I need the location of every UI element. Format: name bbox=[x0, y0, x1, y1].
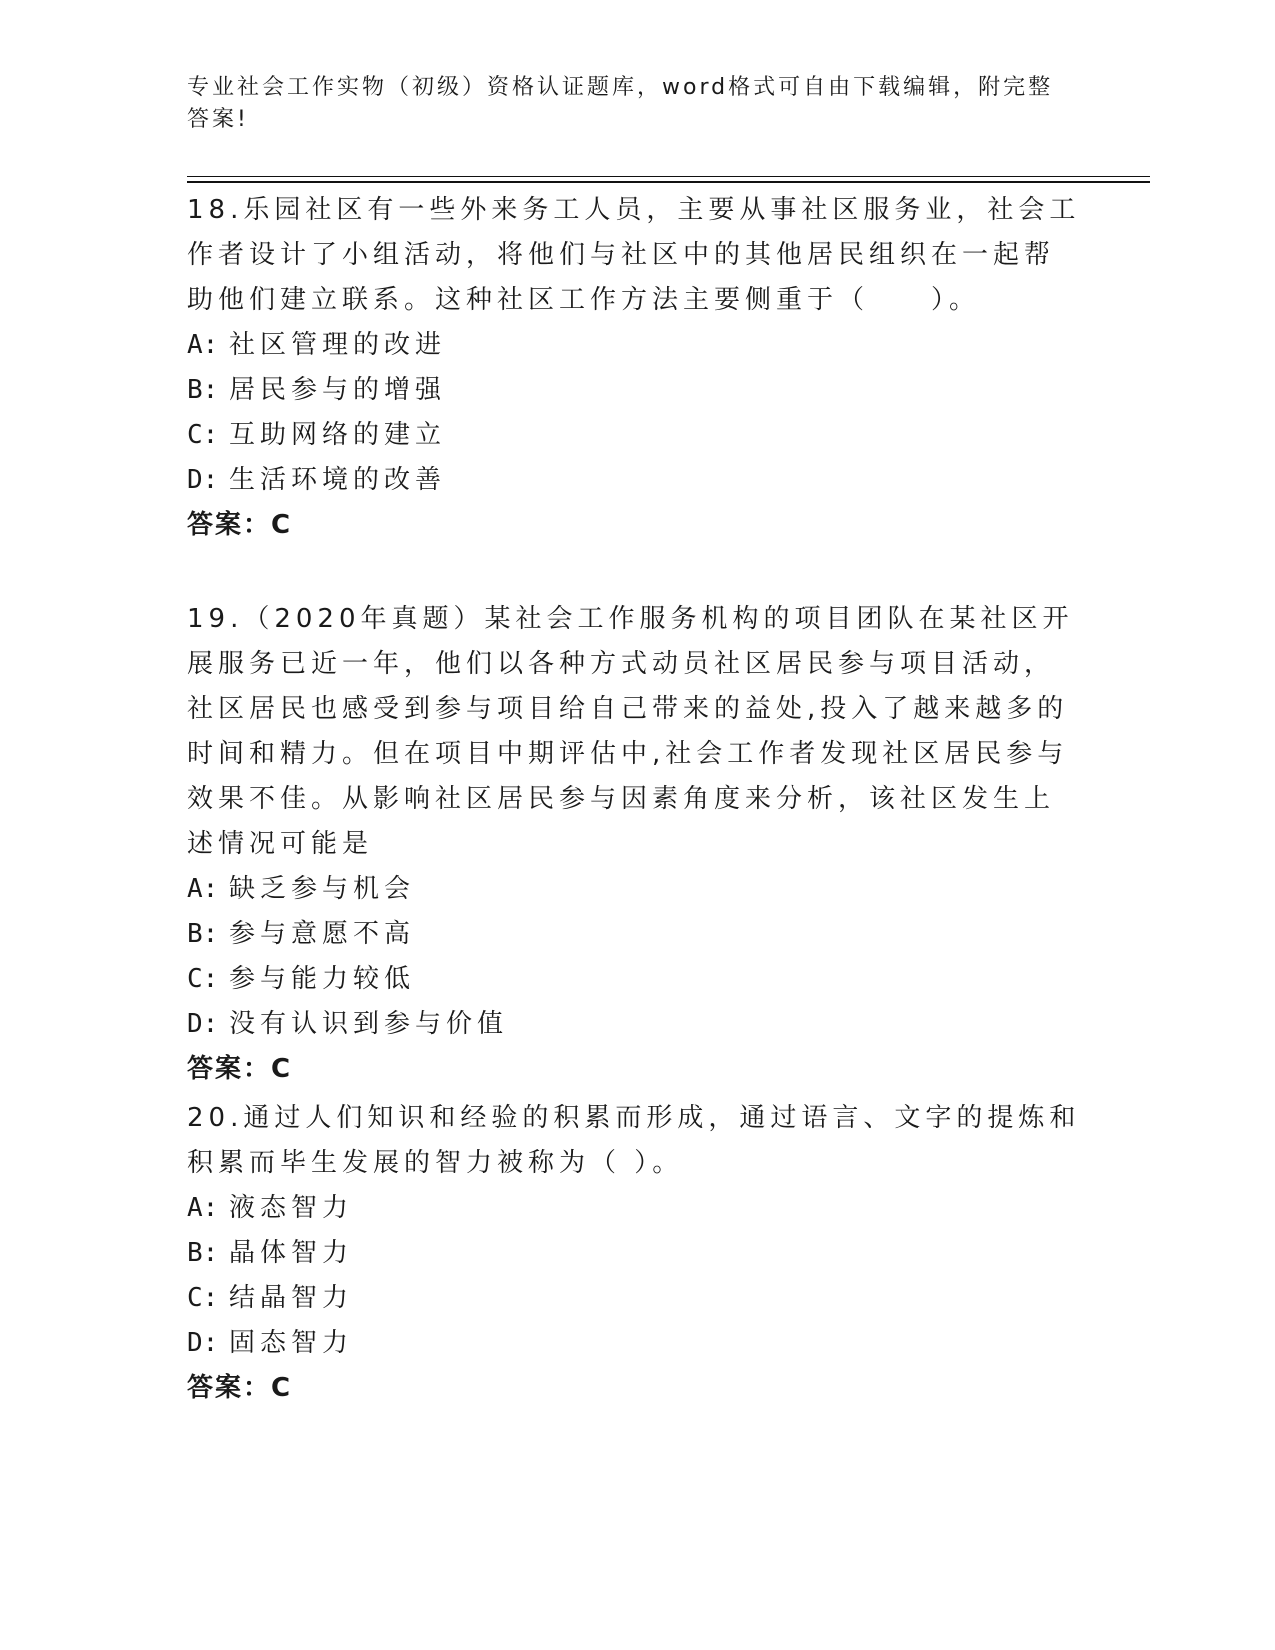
option-c bbox=[187, 413, 1082, 458]
option-a bbox=[187, 323, 1082, 368]
option-c bbox=[187, 1276, 1082, 1321]
option-a bbox=[187, 1186, 1082, 1231]
option-text: 生活环境的改善 bbox=[229, 465, 447, 495]
option-key: D: bbox=[187, 1328, 219, 1358]
option-key: C: bbox=[187, 1283, 219, 1313]
option-a bbox=[187, 867, 1082, 912]
option-key: C: bbox=[187, 420, 219, 450]
option-d bbox=[187, 1002, 1082, 1047]
option-key: D: bbox=[187, 1009, 219, 1039]
page-header: 专业社会工作实物（初级）资格认证题库，word格式可自由下载编辑，附完整答案! bbox=[187, 75, 1054, 132]
option-text: 结晶智力 bbox=[229, 1283, 354, 1313]
option-d bbox=[187, 458, 1082, 503]
option-text: 没有认识到参与价值 bbox=[229, 1009, 509, 1039]
option-text: 固态智力 bbox=[229, 1328, 354, 1358]
option-key: B: bbox=[187, 919, 219, 949]
question-stem: 19.（2020年真题）某社会工作服务机构的项目团队在某社区开展服务已近一年，他们以各种方式动员社区居民参与项目活动，社区居民也感受到参与项目给自己带来的益处,投入了越来越多的时间和精力。但在项目中期评估中,社会工作者发现社区居民参与效果不佳。从影响社区居民参与因素角度来分析，该社区发生上述情况可能是 bbox=[187, 604, 1074, 859]
option-key: B: bbox=[187, 375, 219, 405]
question-stem: 20.通过人们知识和经验的积累而形成，通过语言、文字的提炼和积累而毕生发展的智力被称为（ ）。 bbox=[187, 1103, 1081, 1178]
option-text: 晶体智力 bbox=[229, 1238, 354, 1268]
answer-line: 答案：C bbox=[187, 1373, 293, 1403]
header-divider-thin bbox=[187, 176, 1150, 177]
option-text: 居民参与的增强 bbox=[229, 375, 447, 405]
option-c bbox=[187, 957, 1082, 1002]
option-key: C: bbox=[187, 964, 219, 994]
option-b bbox=[187, 912, 1082, 957]
option-text: 互助网络的建立 bbox=[229, 420, 447, 450]
option-key: B: bbox=[187, 1238, 219, 1268]
option-b bbox=[187, 368, 1082, 413]
option-key: A: bbox=[187, 874, 219, 904]
option-d bbox=[187, 1321, 1082, 1366]
question-stem: 18.乐园社区有一些外来务工人员，主要从事社区服务业，社会工作者设计了小组活动，将他们与社区中的其他居民组织在一起帮助他们建立联系。这种社区工作方法主要侧重于（ ）。 bbox=[187, 195, 1081, 315]
option-text: 液态智力 bbox=[229, 1193, 354, 1223]
question-18 bbox=[187, 188, 1082, 548]
option-b bbox=[187, 1231, 1082, 1276]
option-key: D: bbox=[187, 465, 219, 495]
option-text: 参与意愿不高 bbox=[229, 919, 416, 949]
option-text: 缺乏参与机会 bbox=[229, 874, 416, 904]
question-20 bbox=[187, 1096, 1082, 1411]
option-text: 参与能力较低 bbox=[229, 964, 416, 994]
option-text: 社区管理的改进 bbox=[229, 330, 447, 360]
answer-line: 答案：C bbox=[187, 510, 293, 540]
answer-line: 答案：C bbox=[187, 1054, 293, 1084]
question-19 bbox=[187, 597, 1082, 1092]
option-key: A: bbox=[187, 330, 219, 360]
option-key: A: bbox=[187, 1193, 219, 1223]
header-divider-thick bbox=[187, 181, 1150, 183]
